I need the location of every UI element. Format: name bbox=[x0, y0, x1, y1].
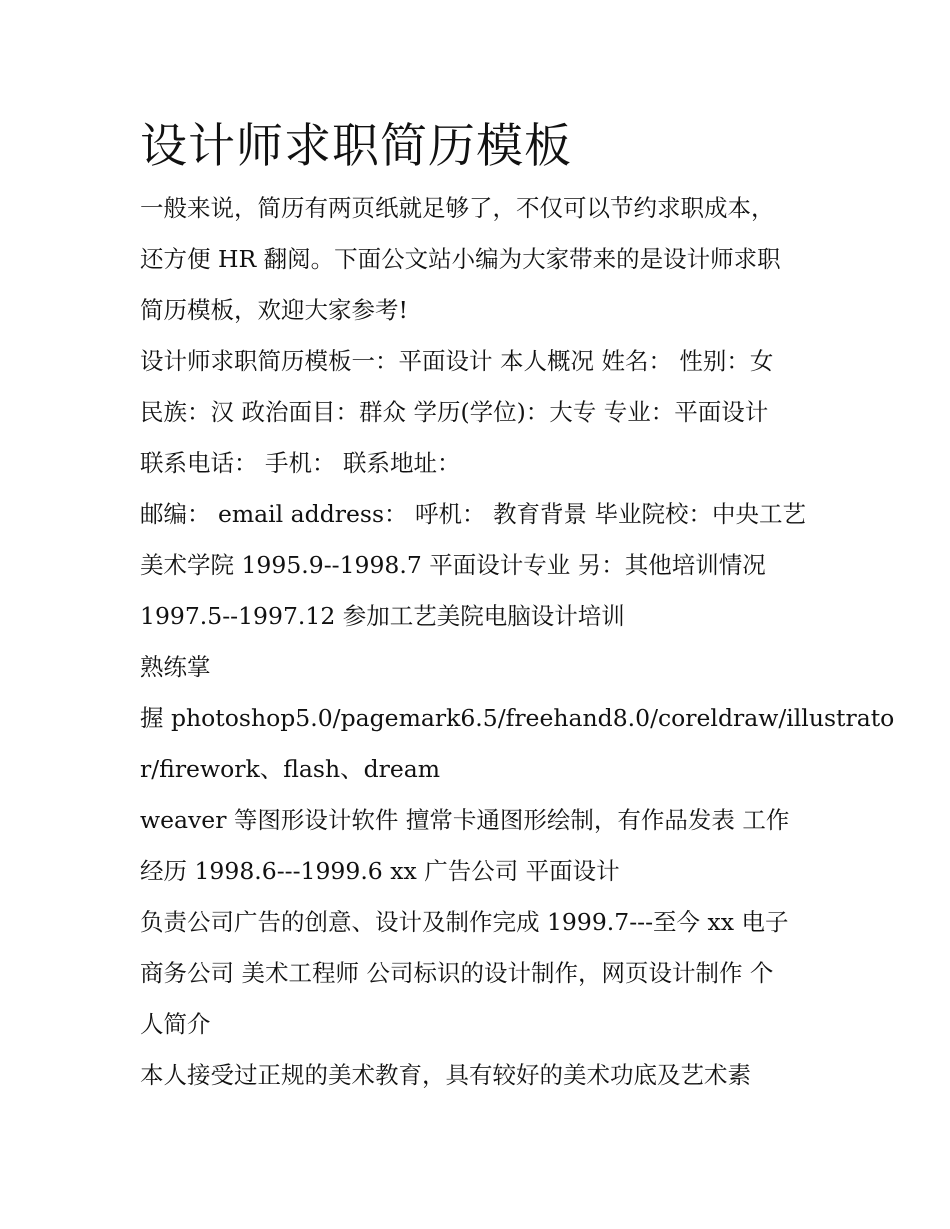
text-line: 本人接受过正规的美术教育，具有较好的美术功底及艺术素 bbox=[140, 1061, 751, 1089]
text-line: 握 photoshop5.0/pagemark6.5/freehand8.0/coreldraw/illustrato bbox=[140, 704, 895, 732]
text-line: 邮编： email address： 呼机： 教育背景 毕业院校：中央工艺 bbox=[140, 500, 806, 528]
text-line: 1997.5--1997.12 参加工艺美院电脑设计培训 bbox=[140, 602, 625, 630]
text-line: 联系电话： 手机： 联系地址： bbox=[140, 449, 461, 477]
text-line: 简历模板，欢迎大家参考! bbox=[140, 296, 408, 324]
text-line: 商务公司 美术工程师 公司标识的设计制作，网页设计制作 个 bbox=[140, 959, 774, 987]
text-line: 一般来说，简历有两页纸就足够了，不仅可以节约求职成本， bbox=[140, 194, 775, 222]
text-line: 民族：汉 政治面目：群众 学历(学位)：大专 专业：平面设计 bbox=[140, 398, 769, 426]
text-line: 设计师求职简历模板一：平面设计 本人概况 姓名： 性别：女 bbox=[140, 347, 774, 375]
text-line: 熟练掌 bbox=[140, 653, 211, 681]
text-line: 人简介 bbox=[140, 1010, 211, 1038]
text-line: 还方便 HR 翻阅。下面公文站小编为大家带来的是设计师求职 bbox=[140, 245, 781, 273]
text-line: weaver 等图形设计软件 擅常卡通图形绘制，有作品发表 工作 bbox=[140, 806, 790, 834]
text-line: 美术学院 1995.9--1998.7 平面设计专业 另：其他培训情况 bbox=[140, 551, 766, 579]
document-title: 设计师求职简历模板 bbox=[140, 119, 572, 174]
text-line: 负责公司广告的创意、设计及制作完成 1999.7---至今 xx 电子 bbox=[140, 908, 789, 936]
text-line: r/firework、flash、dream bbox=[140, 755, 441, 783]
text-line: 经历 1998.6---1999.6 xx 广告公司 平面设计 bbox=[140, 857, 620, 885]
